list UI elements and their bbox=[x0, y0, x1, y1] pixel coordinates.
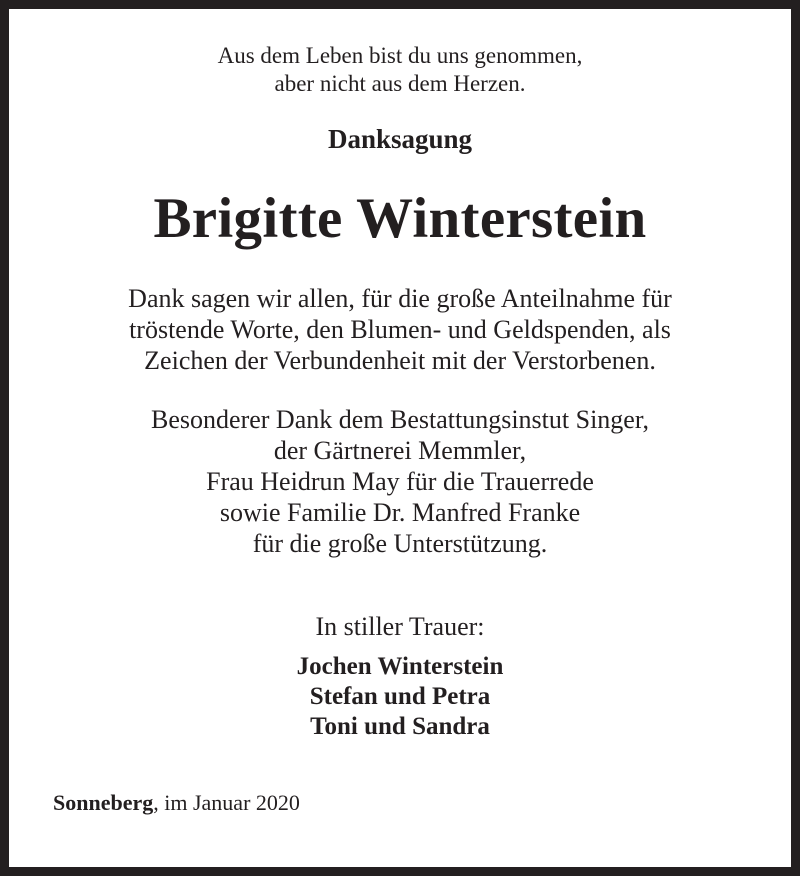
mourning-intro: In stiller Trauer: bbox=[315, 612, 485, 641]
signer-1: Jochen Winterstein bbox=[296, 653, 504, 680]
special-thanks-line-4: sowie Familie Dr. Manfred Franke bbox=[219, 498, 581, 527]
special-thanks-line-1: Besonderer Dank dem Bestattungsinstut Singer, bbox=[151, 405, 649, 434]
special-thanks-line-5: für die große Unterstützung. bbox=[252, 529, 548, 558]
special-thanks-line-3: Frau Heidrun May für die Trauerrede bbox=[206, 467, 594, 496]
danksagung-heading: Danksagung bbox=[327, 124, 473, 154]
special-thanks-line-2: der Gärtnerei Memmler, bbox=[273, 436, 527, 465]
thanks-line-1: Dank sagen wir allen, für die große Anteilnahme für bbox=[128, 284, 672, 313]
signer-3: Toni und Sandra bbox=[310, 713, 490, 740]
place-date-line bbox=[53, 789, 300, 817]
place-name: Sonneberg bbox=[53, 790, 154, 815]
signer-2: Stefan und Petra bbox=[309, 683, 491, 710]
deceased-name: Brigitte Winterstein bbox=[153, 187, 647, 250]
date-text: , im Januar 2020 bbox=[153, 790, 300, 815]
thanks-line-2: tröstende Worte, den Blumen- und Geldspenden, als bbox=[129, 315, 671, 344]
motto-line-1: Aus dem Leben bist du uns genommen, bbox=[217, 43, 583, 68]
thanks-line-3: Zeichen der Verbundenheit mit der Verstorbenen. bbox=[144, 346, 656, 375]
motto-line-2: aber nicht aus dem Herzen. bbox=[274, 71, 526, 96]
